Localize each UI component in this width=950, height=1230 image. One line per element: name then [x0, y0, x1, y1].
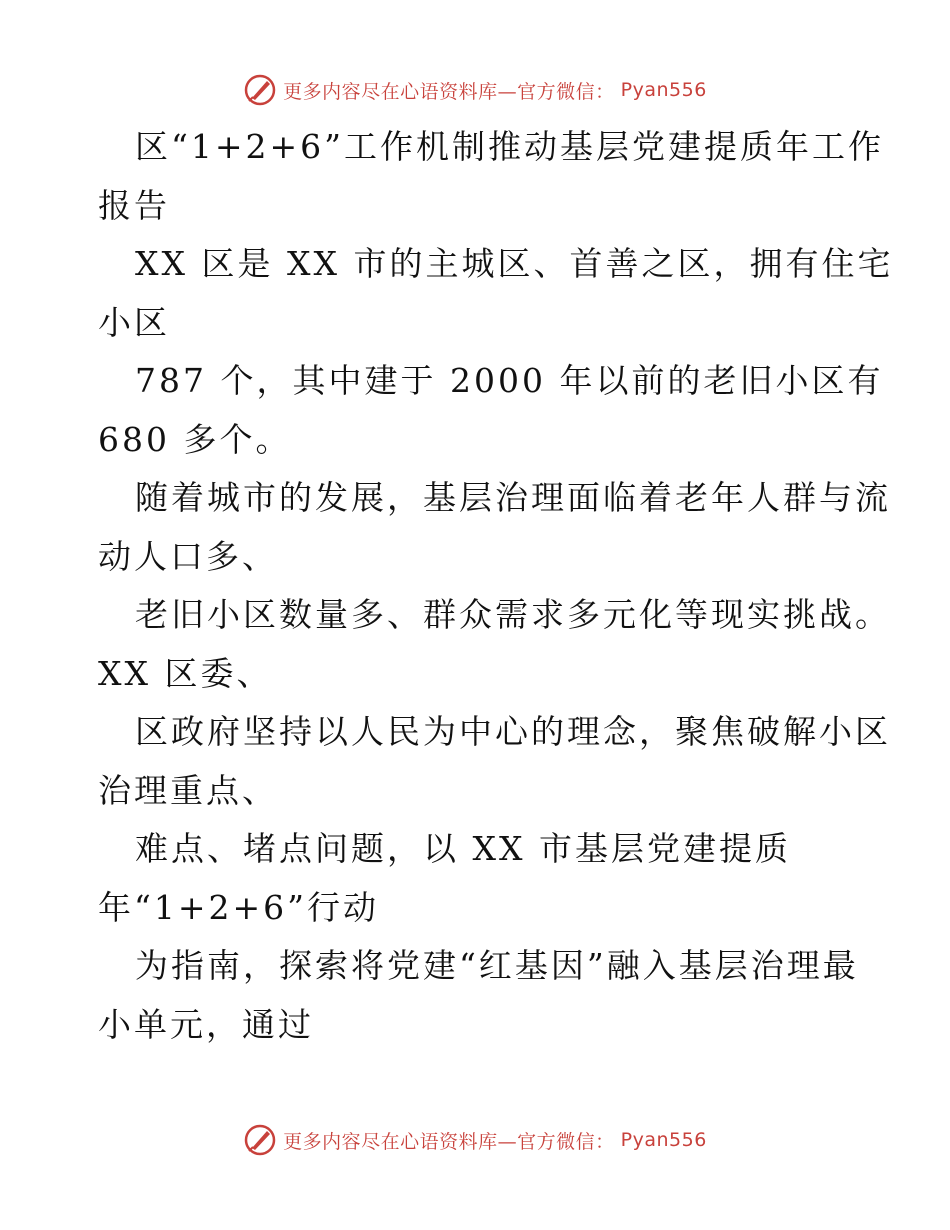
- footer-watermark-banner: [0, 1120, 950, 1160]
- text-line: 小区: [98, 302, 170, 342]
- quill-pen-logo-icon: [243, 1123, 277, 1157]
- wechat-id: Pyan556: [620, 79, 707, 101]
- text-line: 为指南，探索将党建“红基因”融入基层治理最: [135, 946, 859, 985]
- text-line: 随着城市的发展，基层治理面临着老年人群与流: [135, 478, 891, 517]
- text-line: 787 个，其中建于 2000 年以前的老旧小区有: [135, 361, 884, 400]
- quill-pen-logo-icon: [243, 73, 277, 107]
- text-line: 年“1+2+6”行动: [98, 887, 380, 927]
- banner-text: 更多内容尽在心语资料库—官方微信：: [283, 1130, 615, 1153]
- text-line: 报告: [98, 185, 170, 225]
- text-line: 动人口多、: [98, 536, 278, 576]
- text-line: 难点、堵点问题，以 XX 市基层党建提质: [135, 829, 791, 868]
- text-line: 680 多个。: [98, 419, 292, 459]
- text-line: 小单元，通过: [98, 1004, 314, 1044]
- document-body: [98, 118, 894, 1054]
- text-line: XX 区委、: [98, 653, 273, 693]
- text-line: XX 区是 XX 市的主城区、首善之区，拥有住宅: [135, 244, 894, 283]
- wechat-id: Pyan556: [620, 1129, 707, 1151]
- text-line: 区政府坚持以人民为中心的理念，聚焦破解小区: [135, 712, 891, 751]
- banner-text: 更多内容尽在心语资料库—官方微信：: [283, 80, 615, 103]
- text-line: 区“1+2+6”工作机制推动基层党建提质年工作: [135, 127, 885, 166]
- text-line: 治理重点、: [98, 770, 278, 810]
- header-watermark-banner: [0, 70, 950, 110]
- text-line: 老旧小区数量多、群众需求多元化等现实挑战。: [135, 595, 891, 634]
